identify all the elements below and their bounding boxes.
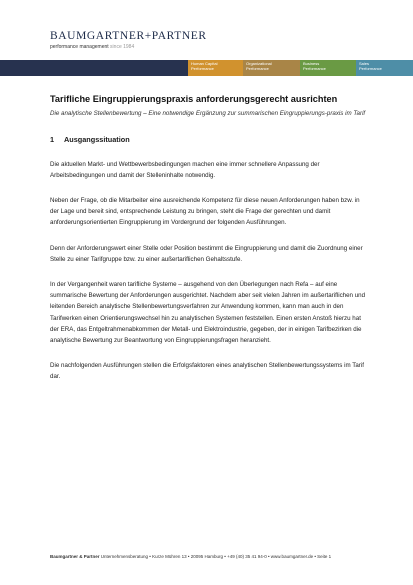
segment-business	[300, 60, 356, 76]
segment-human-capital	[188, 60, 243, 76]
paragraph: Die aktuellen Markt- und Wettbewerbsbedingungen machen eine immer schnellere Anpassung der Arbeitsbedingungen und damit der Stelleninhalte notwendig.	[50, 160, 320, 179]
footer-text: Unternehmensberatung • Kurze Mühren 13 • 20095 Hamburg • +49 (40) 35 41 94-0 • www.baumgartner.de • Seite 1	[100, 554, 332, 559]
footer-company: Baumgartner & Partner	[50, 554, 100, 559]
document-subtitle: Die analytische Stellenbewertung – Eine notwendige Ergänzung zur summarischen Eingruppierungs-praxis im Tarif	[50, 110, 366, 117]
brand-tagline	[50, 44, 207, 50]
header-color-bar	[0, 60, 413, 76]
segment-line1: Sales	[359, 61, 370, 66]
paragraph: Denn der Anforderungswert einer Stelle oder Position bestimmt die Eingruppierung und damit die Zuordnung einer Stelle zu einer Tarifgruppe bzw. zu einer außertariflichen Gehaltsstufe.	[50, 244, 363, 263]
segment-line2: Performance	[246, 66, 269, 71]
segment-line2: Performance	[303, 66, 326, 71]
document-title: Tarifliche Eingruppierungspraxis anforderungsgerecht ausrichten	[50, 94, 338, 104]
segment-organizational	[243, 60, 300, 76]
paragraph: Die nachfolgenden Ausführungen stellen die Erfolgsfaktoren eines analytischen Stellenbewertungssystems im Tarif dar.	[50, 362, 364, 381]
segment-line1: Organizational	[246, 61, 272, 66]
brand-name: BAUMGARTNER+PARTNER	[50, 30, 207, 42]
document-body	[50, 93, 370, 383]
tagline-main: performance management	[50, 44, 109, 50]
segment-line2: Performance	[359, 66, 382, 71]
segment-sales	[356, 60, 413, 76]
paragraph: Neben der Frage, ob die Mitarbeiter eine ausreichende Kompetenz für diese neuen Anforderungen haben bzw. in der Lage und bereit sind, entsprechende Leistung zu bringen, steht die Frage der gerechten und damit anforderungsorientierten Eingruppierung im Vordergrund der folgenden Ausführungen.	[50, 196, 360, 227]
section-title: Ausgangssituation	[64, 134, 130, 144]
paragraph: In der Vergangenheit waren tarifliche Systeme – ausgehend von den Überlegungen nach Refa – auf eine summarische Bewertung der Anforderungen ausgerichtet. Nachdem aber seit vielen Jahren im außertariflichen und leitenden Bereich analytische Stellenbewertungsverfahren zur Anwendung kommen, kann man auch in den Tarifwerken einen Orientierungswechsel hin zu analytischen Systemen feststellen. Einen ersten Anstoß hierzu hat der ERA, das Entgeltrahmenabkommen der Metall- und Elektroindustrie, gegeben, der in einigen Tarifbezirken die analytische Bewertung zur Beantwortung von Eingruppierungsfragen heranzieht.	[50, 280, 366, 344]
segment-line1: Human Capital	[191, 61, 218, 66]
company-logo	[50, 30, 207, 50]
tagline-since: since 1984	[110, 44, 135, 50]
segment-line1: Business	[303, 61, 320, 66]
page-footer	[50, 554, 331, 559]
segment-line2: Performance	[191, 66, 214, 71]
section-number: 1	[50, 134, 55, 144]
section-heading	[50, 135, 370, 145]
